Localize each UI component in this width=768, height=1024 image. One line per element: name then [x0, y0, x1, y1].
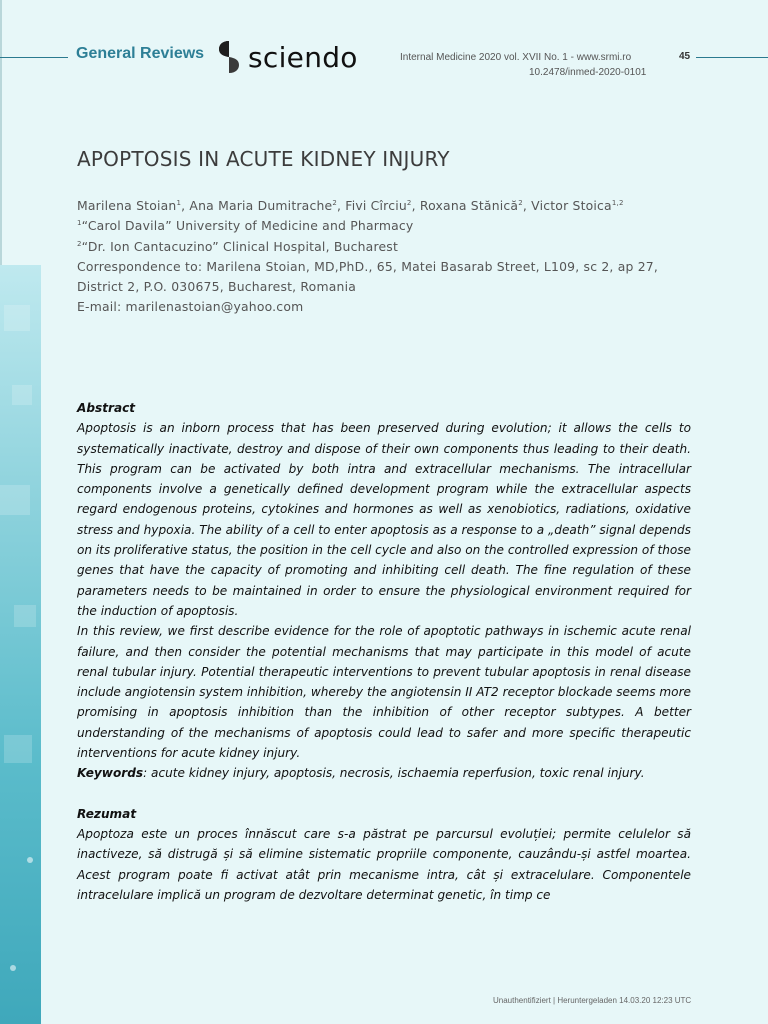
abstract-paragraph-2: In this review, we first describe evidence for the role of apoptotic pathways in ischemic acute renal failure, and then consider the potential mechanisms that may participate in this model of acute renal tubular injury. Potential therapeutic interventions to prevent tubular apoptosis in renal disease include angiotensin system inhibition, whereby the angiotensin II AT2 receptor blockade seems more promising in apoptosis inhibition than the inhibition of other receptor subtypes. A better understanding of the mechanisms of apoptosis could lead to safer and more specific therapeutic interventions for acute kidney injury. [77, 624, 691, 761]
author-name: Fivi Cîrciu [345, 198, 407, 213]
author-separator: , [522, 198, 532, 213]
header-rule-left [0, 57, 68, 58]
abstract-section [77, 398, 691, 905]
author-name: Victor Stoica [531, 198, 612, 213]
author-separator: , [411, 198, 420, 213]
author-affiliation-mark: 2 [518, 199, 523, 207]
author-affiliation-mark: 2 [406, 199, 412, 207]
abstract-heading: Abstract [77, 401, 136, 415]
page-number: 45 [679, 51, 691, 62]
doi: 10.2478/inmed-2020-0101 [529, 67, 647, 78]
affiliation-mark: 2 [77, 239, 82, 248]
journal-info: Internal Medicine 2020 vol. XVII No. 1 - www.srmi.ro [400, 52, 632, 63]
author-affiliation-mark: 1,2 [611, 199, 624, 207]
affiliation-2 [77, 237, 717, 257]
sciendo-logo-icon [218, 40, 240, 74]
email: E-mail: marilenastoian@yahoo.com [77, 299, 304, 315]
abstract-paragraph-1: Apoptosis is an inborn process that has been preserved during evolution; it allows the cells to systematically inactivate, destroy and dispose of their own components thus leading to their death. This program can be activated by both intra and extracellular mechanisms. The intracellular components involve a genetically defined development program while the extracellular aspects regard endogenous proteins, cytokines and hormones as well as xenobiotics, radiations, oxidative stress and hypoxia. The ability of a cell to enter apoptosis as a response to a „death” signal depends on its proliferative status, the position in the cell cycle and also on the controlled expression of those genes that have the capacity of promoting and inhibiting cell death. The fine regulation of these parameters needs to be maintained in order to ensure the physiological environment required for the induction of apoptosis. [77, 421, 691, 618]
author-list [77, 196, 717, 216]
affiliation-1 [77, 216, 717, 236]
author-name: Marilena Stoian [77, 198, 177, 213]
logo-wordmark: sciendo [248, 40, 358, 74]
article-title: APOPTOSIS IN ACUTE KIDNEY INJURY [77, 147, 450, 171]
download-footer: Unauthentifiziert | Heruntergeladen 14.03.20 12:23 UTC [493, 996, 692, 1005]
decorative-side-strip [0, 265, 41, 1024]
affiliation-text: “Dr. Ion Cantacuzino” Clinical Hospital, Bucharest [81, 238, 399, 254]
header-rule-right [696, 57, 768, 58]
keywords-label: Keywords [77, 766, 144, 781]
correspondence-line-1: Correspondence to: Marilena Stoian, MD,PhD., 65, Matei Basarab Street, L109, sc 2, ap 27, [77, 258, 659, 274]
author-name: Ana Maria Dumitrache [189, 198, 333, 213]
author-separator: , [181, 198, 190, 213]
correspondence-line-2: District 2, P.O. 030675, Bucharest, Romania [77, 279, 357, 295]
section-label: General Reviews [76, 45, 205, 62]
affiliation-text: “Carol Davila” University of Medicine and Pharmacy [81, 218, 414, 234]
rezumat-paragraph-1: Apoptoza este un proces înnăscut care s-a păstrat pe parcursul evoluției; permite celulelor să inactiveze, să distrugă și să elimine sistematic propriile componente, cauzându-și astfel moartea. Acest program poate fi activat atât prin mecanisme intra, cât și extracelulare. Componentele intracelulare implică un program de dezvoltare determinat genetic, în timp ce [77, 826, 691, 902]
sciendo-logo [218, 40, 358, 74]
author-affiliation-mark: 1 [176, 199, 182, 207]
article-meta [77, 196, 717, 318]
affiliation-mark: 1 [77, 219, 82, 228]
keywords-list: : acute kidney injury, apoptosis, necrosis, ischaemia reperfusion, toxic renal injury. [143, 766, 645, 781]
author-separator: , [337, 198, 346, 213]
author-name: Roxana Stănică [419, 198, 519, 213]
keywords [77, 763, 691, 783]
rezumat-heading: Rezumat [77, 806, 137, 821]
author-affiliation-mark: 2 [332, 199, 338, 207]
